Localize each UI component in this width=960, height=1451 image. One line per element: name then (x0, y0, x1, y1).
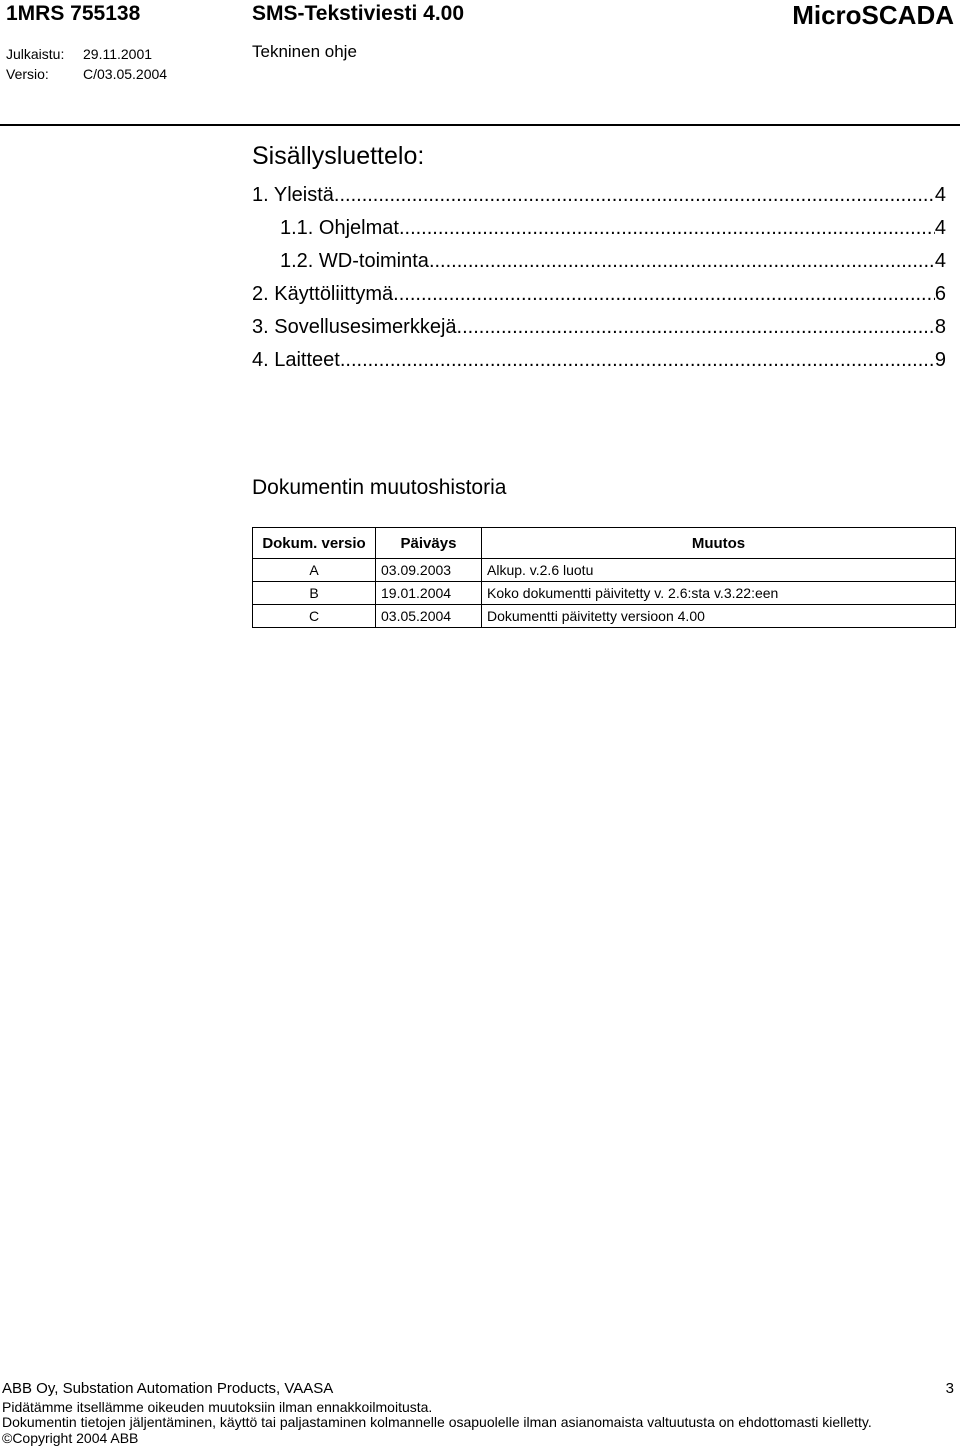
footer-copyright: ©Copyright 2004 ABB (2, 1430, 139, 1446)
cell-version: B (253, 582, 376, 605)
version-row (6, 66, 167, 82)
column-header-change: Muutos (482, 528, 956, 559)
toc-item-label: 1. Yleistä (252, 184, 334, 206)
cell-version: A (253, 559, 376, 582)
table-row (253, 559, 956, 582)
toc-leader (457, 316, 935, 339)
toc-leader (399, 217, 935, 240)
toc-item-page: 8 (934, 316, 946, 338)
table-row (253, 582, 956, 605)
toc-item-page: 4 (934, 250, 946, 272)
table-header-row (253, 528, 956, 559)
published-row (6, 46, 152, 62)
footer-company: ABB Oy, Substation Automation Products, VAASA (2, 1380, 334, 1397)
brand-name: MicroSCADA (792, 0, 954, 30)
toc-item[interactable] (252, 250, 946, 283)
toc-leader (393, 283, 935, 306)
cell-change: Dokumentti päivitetty versioon 4.00 (482, 605, 956, 628)
table-of-contents (252, 184, 946, 382)
cell-date: 03.09.2003 (376, 559, 482, 582)
cell-date: 19.01.2004 (376, 582, 482, 605)
cell-version: C (253, 605, 376, 628)
doc-subtitle: Tekninen ohje (252, 42, 357, 61)
toc-heading: Sisällysluettelo: (252, 142, 425, 170)
history-heading: Dokumentin muutoshistoria (252, 476, 507, 499)
toc-item-label: 2. Käyttöliittymä (252, 283, 394, 305)
toc-item-page: 4 (934, 184, 946, 206)
cell-change: Koko dokumentti päivitetty v. 2.6:sta v.3.22:een (482, 582, 956, 605)
toc-item[interactable] (252, 283, 946, 316)
revision-history-table (252, 527, 956, 628)
toc-leader (429, 250, 935, 273)
toc-item-page: 9 (934, 349, 946, 371)
published-value: 29.11.2001 (83, 46, 153, 62)
toc-item[interactable] (252, 184, 946, 217)
version-label: Versio: (6, 66, 49, 82)
toc-item-label: 1.2. WD-toiminta (280, 250, 429, 272)
footer-notice: Pidätämme itsellämme oikeuden muutoksiin ilman ennakkoilmoitusta. (2, 1399, 433, 1415)
column-header-version: Dokum. versio (253, 528, 376, 559)
footer-disclaimer: Dokumentin tietojen jäljentäminen, käyttö tai paljastaminen kolmannelle osapuolelle ilman asianomaista valtuutusta on ehdottomasti kielletty. (2, 1414, 872, 1430)
column-header-date: Päiväys (376, 528, 482, 559)
toc-item-page: 6 (934, 283, 946, 305)
table-row (253, 605, 956, 628)
toc-item-label: 4. Laitteet (252, 349, 340, 371)
toc-item-page: 4 (934, 217, 946, 239)
cell-date: 03.05.2004 (376, 605, 482, 628)
toc-item[interactable] (252, 316, 946, 349)
published-label: Julkaistu: (6, 46, 65, 62)
cell-change: Alkup. v.2.6 luotu (482, 559, 956, 582)
version-value: C/03.05.2004 (83, 66, 168, 82)
doc-title: SMS-Tekstiviesti 4.00 (252, 2, 465, 25)
page-number: 3 (945, 1380, 954, 1397)
toc-item-label: 3. Sovellusesimerkkejä (252, 316, 457, 338)
doc-id: 1MRS 755138 (6, 2, 141, 25)
header-divider (0, 124, 960, 126)
toc-item-label: 1.1. Ohjelmat (280, 217, 399, 239)
toc-leader (340, 349, 935, 372)
toc-item[interactable] (252, 217, 946, 250)
toc-leader (334, 184, 935, 207)
footer-company-line (2, 1380, 954, 1397)
toc-item[interactable] (252, 349, 946, 382)
